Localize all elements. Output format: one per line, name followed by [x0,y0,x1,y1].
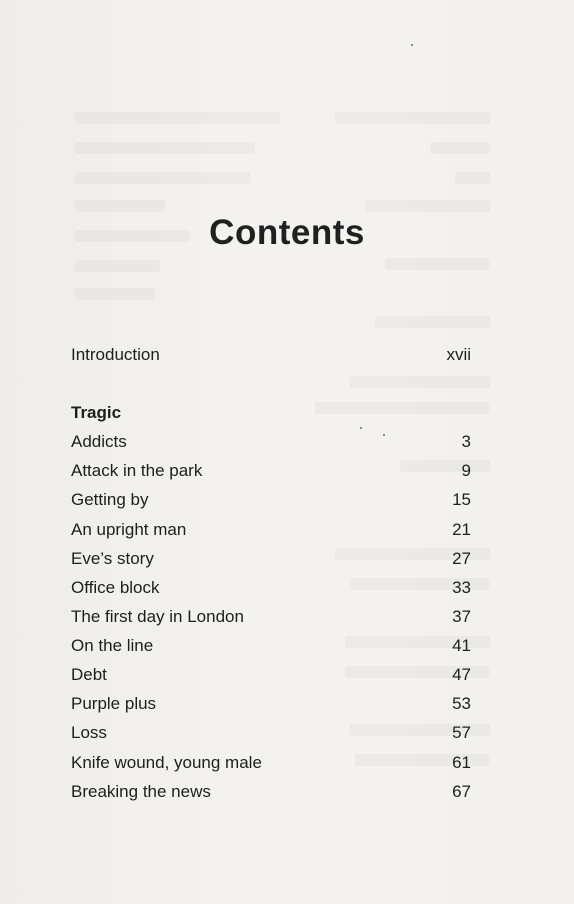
toc-entry-page: 37 [452,607,471,626]
toc-entry-page: 33 [452,578,471,597]
toc-entry-label: Breaking the news [71,782,211,801]
toc-entry [71,577,471,599]
section-heading: Tragic [71,403,122,422]
toc-entry-label: Purple plus [71,694,157,713]
toc-entry-label: Addicts [71,432,127,451]
toc-entry [71,431,471,453]
toc-entry [71,548,471,570]
toc-entry [71,460,471,482]
toc-entry [71,752,471,774]
toc-entry-page: 9 [461,461,471,480]
toc-entry-page: 27 [452,549,471,568]
page-title: Contents [209,213,365,252]
toc-entry-page: 61 [452,753,471,772]
toc-entry-page: 21 [452,520,471,539]
toc-entry [71,519,471,541]
toc-entry-label: An upright man [71,520,187,539]
toc-entry-page: 67 [452,782,471,801]
toc-entry-label: Eve’s story [71,549,154,568]
toc-entry-label: Loss [71,723,107,742]
toc-entry-page: 15 [452,490,471,509]
toc-entry [71,781,471,803]
toc-entry [71,344,471,366]
toc-entry-label: Getting by [71,490,149,509]
toc-entry-page: 41 [452,636,471,655]
toc-entry-label: Knife wound, young male [71,753,262,772]
toc-entry-label: Office block [71,578,160,597]
toc-entry [71,693,471,715]
toc-entry-page: 3 [461,432,471,451]
paper-speck [411,44,413,46]
toc-entry-label: On the line [71,636,154,655]
toc-entry-label: Attack in the park [71,461,203,480]
toc-entry-page: xvii [446,345,471,364]
toc-entry-label: The first day in London [71,607,244,626]
toc-entry [71,489,471,511]
toc-entry [71,722,471,744]
toc-entry [71,635,471,657]
toc-entry-label: Debt [71,665,107,684]
paper-speck [360,427,362,429]
toc-entry-label: Introduction [71,345,160,364]
toc-entry-page: 47 [452,665,471,684]
toc-entry-page: 53 [452,694,471,713]
toc-entry-page: 57 [452,723,471,742]
toc-entry [71,664,471,686]
toc-entry [71,606,471,628]
